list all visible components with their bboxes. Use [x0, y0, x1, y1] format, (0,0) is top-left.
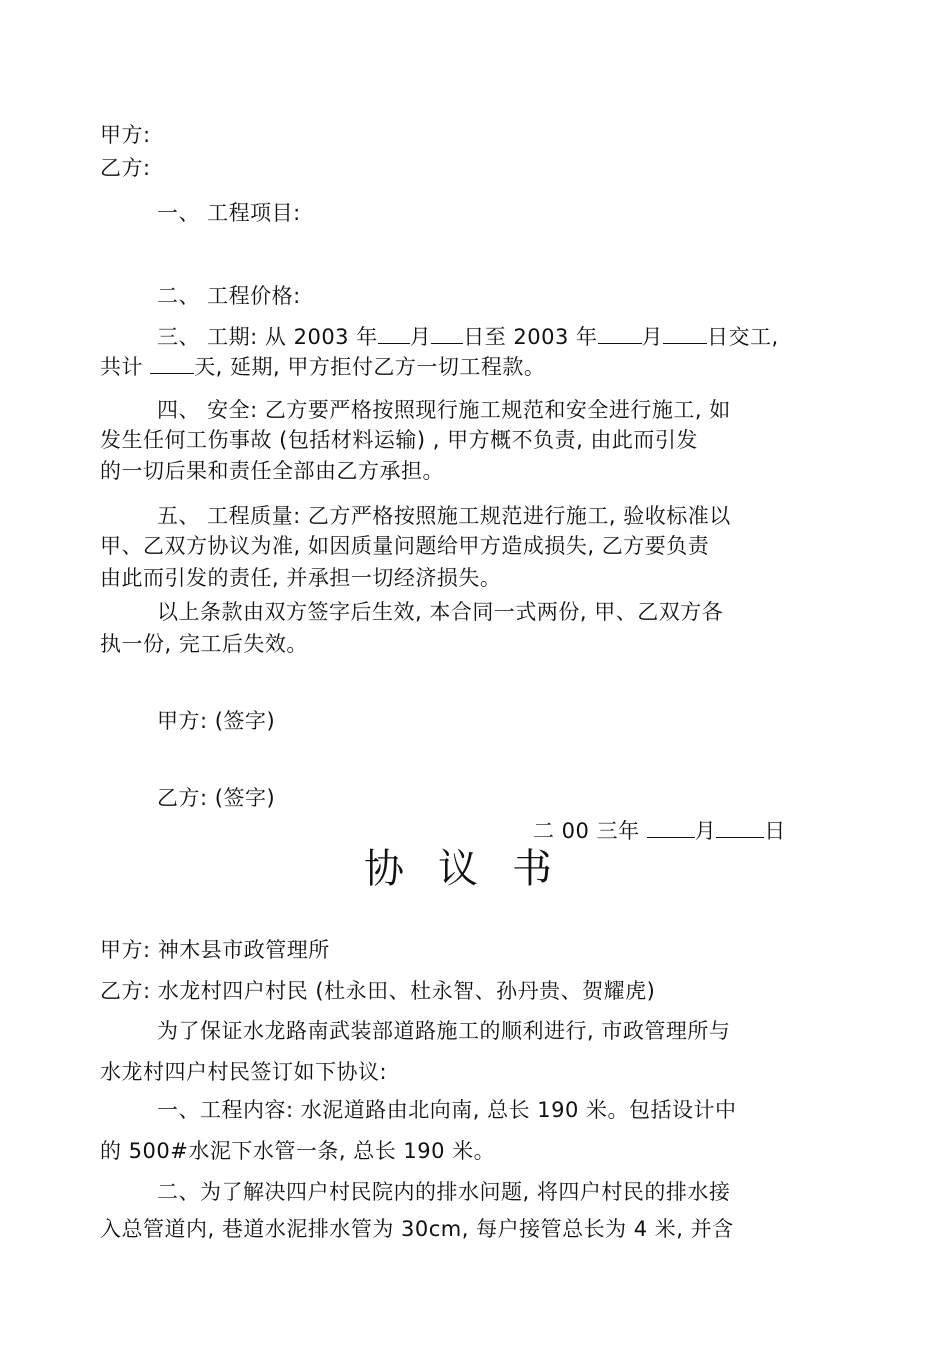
contract-date — [533, 817, 786, 845]
agreement-intro-2: 水龙村四户村民签订如下协议: — [100, 1060, 388, 1084]
contract-clause-1: 以上条款由双方签字后生效, 本合同一式两份, 甲、乙双方各 — [157, 600, 724, 624]
contract-item-quality-3: 由此而引发的责任, 并承担一切经济损失。 — [100, 566, 502, 590]
contract-item-project: 一、 工程项目: — [157, 201, 301, 225]
blank-month-end — [598, 323, 642, 344]
contract-sign-party-a: 甲方: (签字) — [157, 709, 276, 733]
contract-party-b: 乙方: — [100, 156, 151, 180]
date-year: 二 00 三年 — [533, 819, 640, 843]
schedule-text-1: 三、 工期: 从 2003 年 — [157, 325, 378, 349]
agreement-party-a: 甲方: 神木县市政管理所 — [100, 938, 330, 962]
blank-total-days — [150, 353, 194, 374]
agreement-item2-2: 入总管道内, 巷道水泥排水管为 30cm, 每户接管总长为 4 米, 并含 — [100, 1217, 734, 1241]
contract-party-a: 甲方: — [100, 123, 151, 147]
agreement-item1-1: 一、工程内容: 水泥道路由北向南, 总长 190 米。包括设计中 — [157, 1098, 737, 1122]
schedule-text-4: 月 — [641, 325, 664, 349]
contract-sign-party-b: 乙方: (签字) — [157, 786, 276, 810]
contract-item-safety-3: 的一切后果和责任全部由乙方承担。 — [100, 459, 444, 483]
agreement-item2-1: 二、为了解决四户村民院内的排水问题, 将四户村民的排水接 — [157, 1180, 731, 1204]
schedule-text-5: 日交工, — [707, 325, 779, 349]
schedule-text-2: 月 — [409, 325, 432, 349]
agreement-intro-1: 为了保证水龙路南武装部道路施工的顺利进行, 市政管理所与 — [157, 1019, 731, 1043]
contract-clause-2: 执一份, 完工后失效。 — [100, 632, 308, 656]
contract-item-price: 二、 工程价格: — [157, 284, 301, 308]
contract-item-quality-1: 五、 工程质量: 乙方严格按照施工规范进行施工, 验收标准以 — [157, 504, 731, 528]
blank-day-start — [431, 323, 463, 344]
schedule-text-6: 天, 延期, 甲方拒付乙方一切工程款。 — [194, 355, 546, 379]
blank-month-start — [378, 323, 410, 344]
date-month-label: 月 — [694, 819, 717, 843]
contract-item-schedule-cont — [100, 353, 545, 381]
agreement-party-b: 乙方: 水龙村四户村民 (杜永田、杜永智、孙丹贵、贺耀虎) — [100, 979, 656, 1003]
schedule-text-3: 日至 2003 年 — [463, 325, 598, 349]
contract-item-safety-1: 四、 安全: 乙方要严格按照现行施工规范和安全进行施工, 如 — [157, 398, 731, 422]
date-day-label: 日 — [764, 819, 786, 843]
agreement-title: 协议书 — [364, 846, 586, 892]
schedule-total-label: 共计 — [100, 355, 143, 379]
blank-day-end — [663, 323, 707, 344]
blank-date-month — [647, 817, 695, 838]
agreement-item1-2: 的 500#水泥下水管一条, 总长 190 米。 — [100, 1139, 496, 1163]
contract-item-schedule — [157, 323, 779, 351]
blank-date-day — [716, 817, 764, 838]
contract-item-safety-2: 发生任何工伤事故 (包括材料运输) , 甲方概不负责, 由此而引发 — [100, 428, 698, 452]
contract-item-quality-2: 甲、乙双方协议为准, 如因质量问题给甲方造成损失, 乙方要负责 — [100, 534, 710, 558]
